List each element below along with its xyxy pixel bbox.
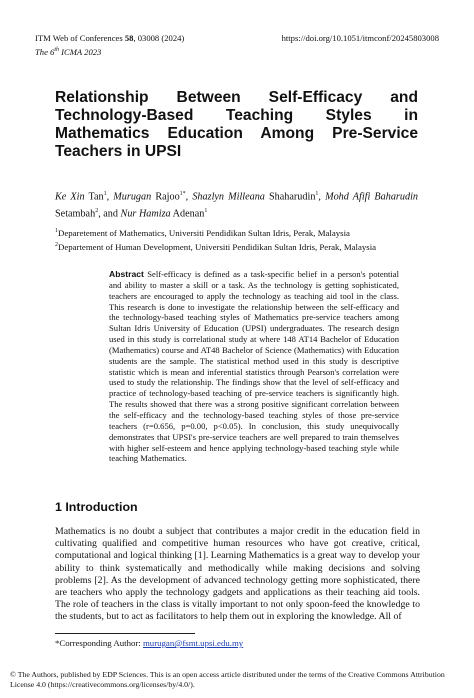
author-name: Murugan [113, 191, 152, 203]
author-affiliation-mark: 1 [103, 191, 107, 197]
paper-title: Relationship Between Self-Efficacy and Technology-Based Teaching Styles in Mathematics Education Among Pre-Service Teachers in UPSI [55, 89, 418, 160]
journal-name: ITM Web of Conferences [35, 33, 125, 43]
author-affiliation-mark: 1* [179, 191, 186, 197]
article-number: , 03008 (2024) [133, 33, 185, 43]
abstract-label: Abstract [109, 269, 144, 279]
abstract [109, 269, 399, 464]
email-link[interactable]: murugan@fsmt.upsi.edu.my [142, 638, 244, 648]
author-surname: Tan [88, 191, 104, 203]
footnote [55, 637, 243, 649]
author-name: Shazlyn Milleana [192, 191, 265, 203]
author-name: Ke Xin [55, 191, 85, 203]
author-name: Nur Hamiza [120, 208, 171, 220]
author-surname: Adenan [172, 208, 205, 220]
author-list: Ke Xin Tan$^1$, Murugan Rajoo$^{1*}$, Shazlyn Milleana Shaharudin$^1$, Mohd Afifi Baharudin Setambah$^2$, and Nur Hamiza Adenan$^1$ [55, 191, 418, 220]
author-surname: Rajoo [155, 191, 180, 203]
author-surname: Setambah [55, 208, 96, 220]
footnote-rule [55, 633, 195, 634]
license-footer: © The Authors, published by EDP Sciences. This is an open access article distributed under the terms of the Creative Commons Attribution License 4.0 (https://creativecommons.org/licenses/by/4.0/). [10, 670, 445, 689]
author-surname: Shaharudin [269, 191, 316, 203]
author-name: Mohd Afifi Baharudin [325, 191, 418, 203]
conference-name: The 6th ICMA 2023 [35, 46, 102, 57]
journal-line [35, 32, 184, 44]
author-affiliation-mark: 1 [315, 191, 319, 197]
introduction-paragraph: Mathematics is no doubt a subject that contributes a major credit in the education field in cultivating qualified and competitive human resources who have got creative, critical, computational and logical thinking [1]. Learning Mathematics is a great way to develop your ability to think systematically and methodically while making decisions and solving problems [2]. As the development of advanced technology getting more sophisticated, there are teachers who apply the technology gadgets and applications as their teaching aid tools. The role of teachers in the class is vitally important to not only spoon-feed the knowledge to the students, but to act as facilitators to help them out in exploring the knowledge. All of [55, 526, 420, 623]
footnote-label: *Corresponding Author: [55, 638, 143, 648]
author-affiliation-mark: 1 [204, 208, 208, 215]
journal-volume: 58 [124, 33, 134, 43]
author-affiliation-mark: 2 [95, 208, 99, 215]
affiliation-item: $^2$Departement of Human Development, Universiti Pendidikan Sultan Idris, Perak, Malaysia [55, 241, 377, 252]
running-header-left [35, 32, 184, 58]
affiliations [55, 225, 430, 253]
affiliation-item: $^1$Deparetement of Mathematics, Universiti Pendidikan Sultan Idris, Perak, Malaysia [55, 227, 350, 238]
section-heading: 1 Introduction [55, 500, 138, 514]
doi-link[interactable]: https://doi.org/10.1051/itmconf/20245803008 [281, 33, 439, 43]
abstract-text: Self-efficacy is defined as a task-specific belief in a person's potential and ability to master a skill or a task. As the technology is getting sophisticated, teachers are encouraged to apply the technology as teaching aid tool in the class. This research is done to investigate the relationship between the self-efficacy and the technology-based teaching styles of Mathematics pre-service teachers among Sultan Idris University of Education (UPSI) undergraduates. The research design used in this study is correlational study at where 148 AT14 Bachelor of Education (Mathematics) course and AT48 Bachelor of Science (Mathematics) with Education students are the sample. The statistical method used in this study is descriptive statistic which is mean and inferential statistics through Pearson's correlation were used to study the relationship. The findings show that the level of self-efficacy and practice of technology-based teaching of pre-service teachers is significantly high. The results showed that there was a strong positive significant correlation between the self-efficacy and the technology-based teaching styles of those pre-service teachers (r=0.656, p=0.00, p<0.05). In conclusion, this study unequivocally demonstrates that UPSI's pre-service teachers are well prepared to train themselves with higher self-esteem and hence applying technology-based teaching style while teaching Mathematics. [109, 269, 399, 464]
